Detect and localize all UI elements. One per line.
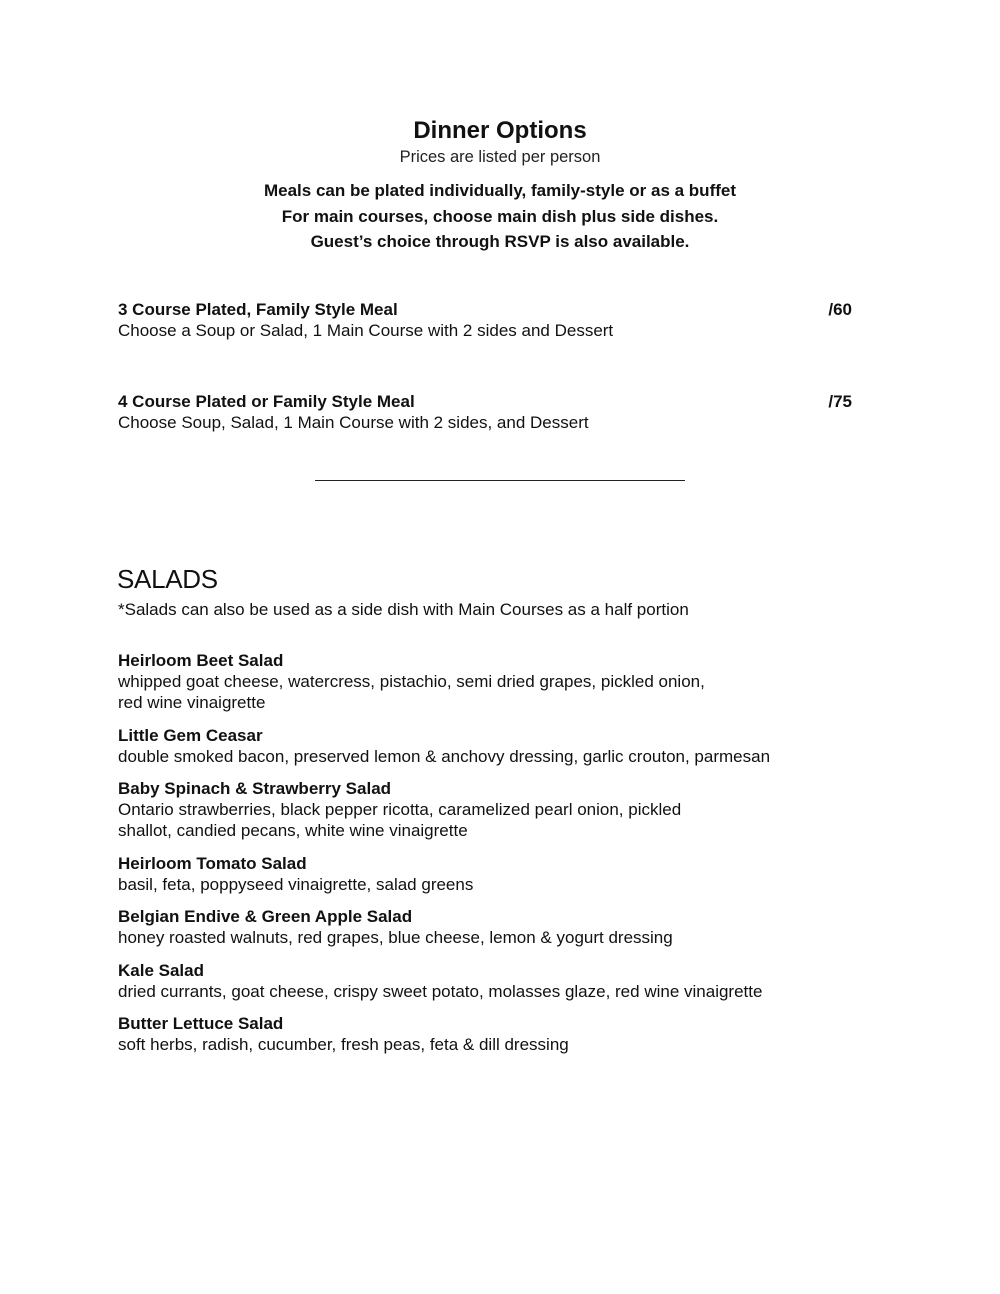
salad-description: dried currants, goat cheese, crispy sweet potato, molasses glaze, red wine vinaigrette [118,981,763,1001]
salad-item [118,853,878,895]
salad-item [118,650,878,713]
meal-option-name: 4 Course Plated or Family Style Meal [118,392,415,411]
salad-list [118,650,878,1067]
service-note: For main courses, choose main dish plus side dishes. [281,206,719,226]
service-note: Meals can be plated individually, family-style or as a buffet [263,181,737,200]
salad-description: shallot, candied pecans, white wine vinaigrette [118,821,468,840]
meal-option-name: 3 Course Plated, Family Style Meal [118,300,398,319]
meal-option-description: Choose a Soup or Salad, 1 Main Course with 2 sides and Dessert [118,321,614,340]
page-title: Dinner Options [413,117,587,144]
salad-name: Butter Lettuce Salad [118,1014,284,1033]
service-note: Guest’s choice through RSVP is also available. [310,232,690,251]
salads-note: *Salads can also be used as a side dish with Main Courses as a half portion [118,600,689,619]
salad-description: double smoked bacon, preserved lemon & anchovy dressing, garlic crouton, parmesan [118,746,771,766]
service-notes [0,178,1000,255]
salad-name: Heirloom Beet Salad [118,651,284,670]
meal-option-4-course [118,391,852,433]
salad-item [118,778,878,841]
salad-description: red wine vinaigrette [118,693,266,712]
salad-name: Heirloom Tomato Salad [118,853,307,873]
salad-item [118,906,878,948]
salad-description: honey roasted walnuts, red grapes, blue cheese, lemon & yogurt dressing [118,928,673,947]
meal-option-price: /60 [828,300,852,319]
salad-item [118,1013,878,1055]
meal-option-description: Choose Soup, Salad, 1 Main Course with 2 sides, and Dessert [118,413,589,432]
meal-option-price: /75 [828,392,852,411]
salad-description: soft herbs, radish, cucumber, fresh peas, feta & dill dressing [118,1035,569,1054]
salad-name: Belgian Endive & Green Apple Salad [118,907,413,926]
meal-option-3-course [118,299,852,341]
salad-item [118,960,878,1002]
salad-item [118,725,878,767]
page-subtitle: Prices are listed per person [399,148,601,166]
salad-description: basil, feta, poppyseed vinaigrette, salad greens [118,874,474,894]
salad-name: Baby Spinach & Strawberry Salad [118,779,392,798]
salad-name: Little Gem Ceasar [118,725,263,745]
salad-name: Kale Salad [118,960,204,980]
salad-description: Ontario strawberries, black pepper ricotta, caramelized pearl onion, pickled [118,800,682,819]
salads-heading: SALADS [117,564,218,594]
section-divider [315,480,685,481]
salad-description: whipped goat cheese, watercress, pistachio, semi dried grapes, pickled onion, [118,672,705,691]
